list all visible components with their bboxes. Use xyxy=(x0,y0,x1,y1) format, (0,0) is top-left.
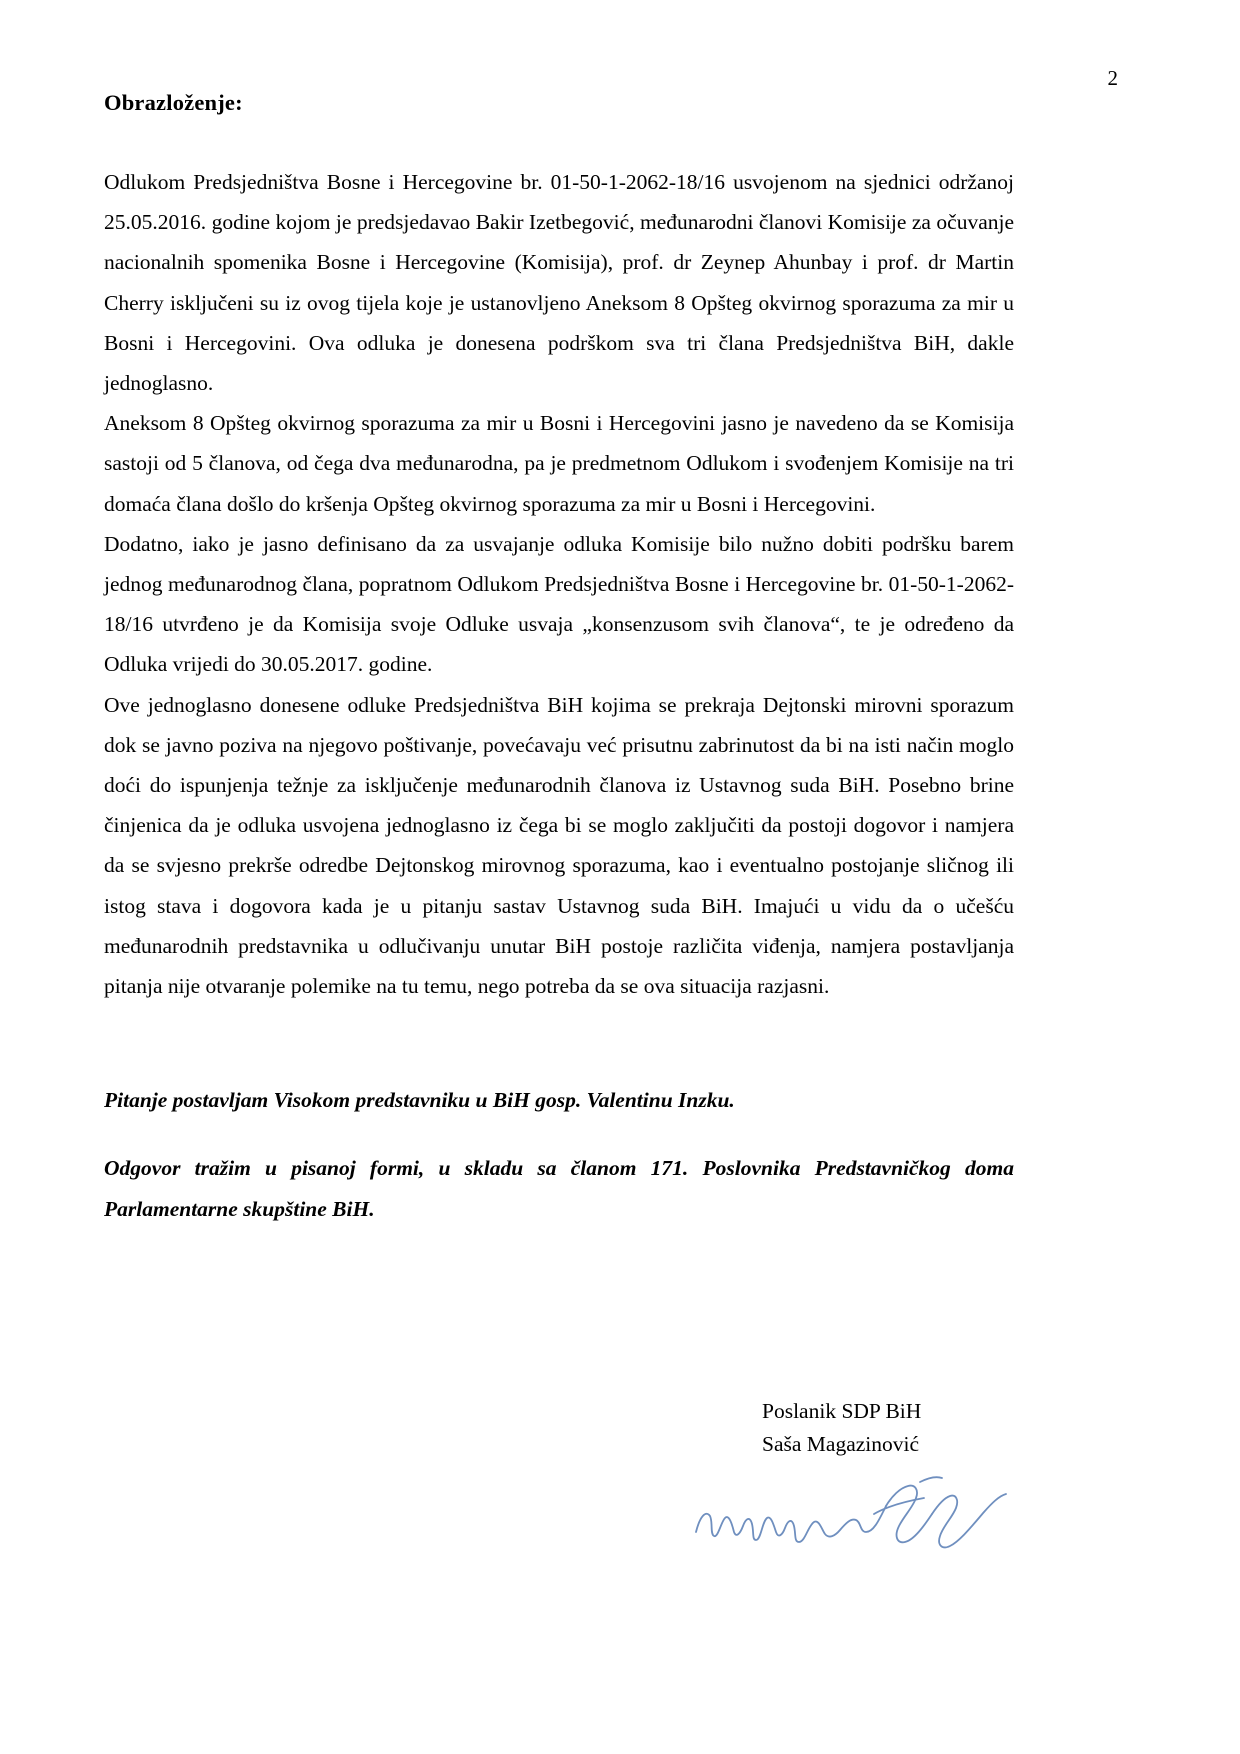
document-body xyxy=(104,84,1014,1229)
body-emphasis-spacer-2 xyxy=(104,1052,1014,1080)
handwritten-signature-icon xyxy=(688,1460,1018,1580)
emphasis-line-2: Odgovor tražim u pisanoj formi, u skladu sa članom 171. Poslovnika Predstavničkog doma Parlamentarne skupštine BiH. xyxy=(104,1156,1014,1221)
section-heading: Obrazloženje: xyxy=(104,90,243,115)
paragraph-4: Ove jednoglasno donesene odluke Predsjedništva BiH kojima se prekraja Dejtonski mirovni sporazum dok se javno poziva na njegovo poštivanje, povećavaju već prisutnu zabrinutost da bi na isti način moglo doći do ispunjenja težnje za isključenje međunarodnih članova iz Ustavnog suda BiH. Posebno brine činjenica da je odluka usvojena jednoglasno iz čega bi se moglo zaključiti da postoji dogovor i namjera da se svjesno prekrše odredbe Dejtonskog mirovnog sporazuma, kao i eventualno postojanje sličnog ili istog stava i dogovora kada je u pitanju sastav Ustavnog suda BiH. Imajući u vidu da o učešću međunarodnih predstavnika u odlučivanju unutar BiH postoje različita viđenja, namjera postavljanja pitanja nije otvaranje polemike na tu temu, nego potreba da se ova situacija razjasni. xyxy=(104,692,1014,999)
signature-block xyxy=(700,1395,1120,1462)
body-emphasis-spacer xyxy=(104,1006,1014,1052)
heading-spacer xyxy=(104,116,1014,162)
paragraph-3: Dodatno, iako je jasno definisano da za usvajanje odluka Komisije bilo nužno dobiti podršku barem jednog međunarodnog člana, popratnom Odlukom Predsjedništva Bosne i Hercegovine br. 01-50-1-2062-18/16 utvrđeno je da Komisija svoje Odluke usvaja „konsenzusom svih članova“, te je određeno da Odluka vrijedi do 30.05.2017. godine. xyxy=(104,531,1014,677)
signatory-role: Poslanik SDP BiH xyxy=(762,1399,922,1423)
paragraph-2: Aneksom 8 Opšteg okvirnog sporazuma za mir u Bosni i Hercegovini jasno je navedeno da se Komisija sastoji od 5 članova, od čega dva međunarodna, pa je predmetnom Odlukom i svođenjem Komisije na tri domaća člana došlo do kršenja Opšteg okvirnog sporazuma za mir u Bosni i Hercegovini. xyxy=(104,411,1014,516)
emphasis-spacer xyxy=(104,1120,1014,1148)
signatory-name: Saša Magazinović xyxy=(762,1432,920,1457)
page-number: 2 xyxy=(1107,66,1118,90)
paragraph-1: Odlukom Predsjedništva Bosne i Hercegovine br. 01-50-1-2062-18/16 usvojenom na sjednici održanoj 25.05.2016. godine kojom je predsjedavao Bakir Izetbegović, međunarodni članovi Komisije za očuvanje nacionalnih spomenika Bosne i Hercegovine (Komisija), prof. dr Zeynep Ahunbay i prof. dr Martin Cherry isključeni su iz ovog tijela koje je ustanovljeno Aneksom 8 Opšteg okvirnog sporazuma za mir u Bosni i Hercegovini. Ova odluka je donesena podrškom sva tri člana Predsjedništva BiH, dakle jednoglasno. xyxy=(104,170,1014,396)
emphasis-line-1: Pitanje postavljam Visokom predstavniku u BiH gosp. Valentinu Inzku. xyxy=(104,1088,735,1113)
